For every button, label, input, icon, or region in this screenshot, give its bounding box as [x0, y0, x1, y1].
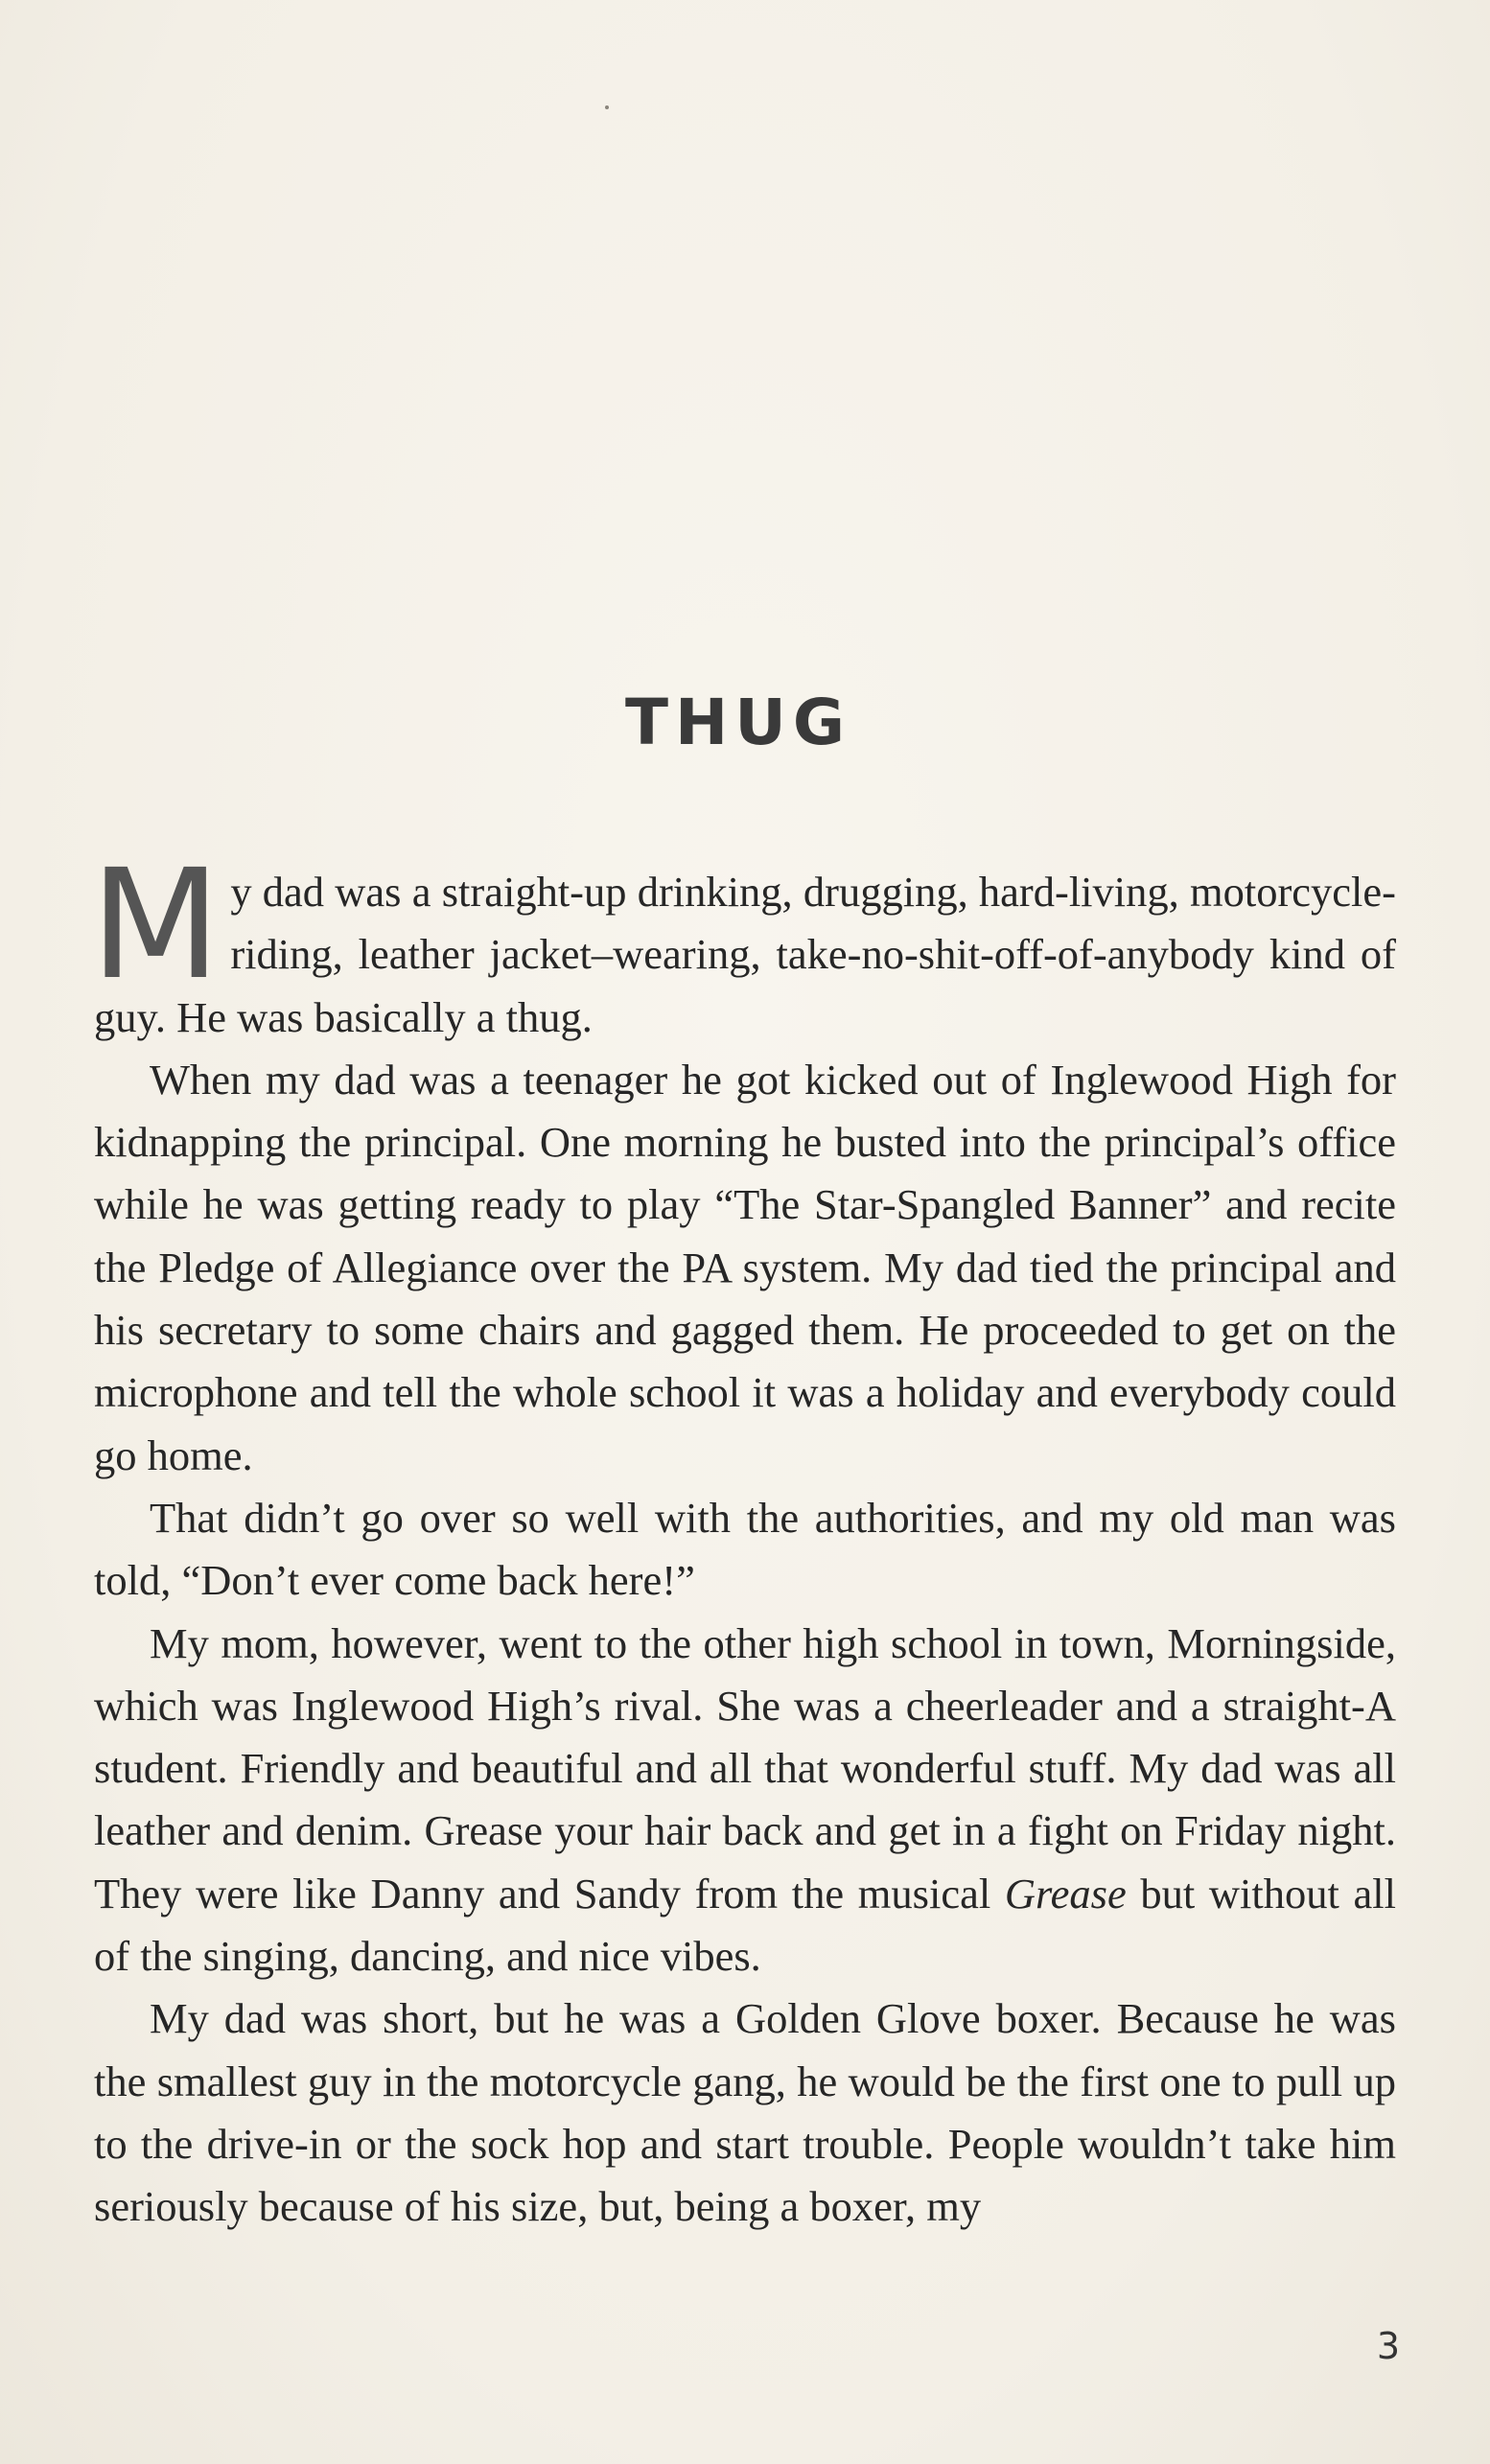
- drop-cap: M: [90, 837, 221, 1013]
- paragraph-5: My dad was short, but he was a Golden Glove boxer. Because he was the smallest guy in the motorcycle gang, he would be the first one to pull up to the drive-in or the sock hop and start trouble. People wouldn’t take him seriously because of his size, but, being a boxer, my: [94, 1994, 1396, 2231]
- page-number: 3: [1376, 2325, 1400, 2367]
- paragraph-4: [94, 1613, 1396, 1988]
- paragraph-1-text: y dad was a straight-up drinking, drugging, hard-living, motorcycle-riding, leather jacket–wearing, take-no-shit-off-of-anybody kind of guy. He was basically a thug.: [94, 868, 1396, 1041]
- paragraph-4-text-a: My mom, however, went to the other high school in town, Morningside, which was Inglewood High’s rival. She was a cheerleader and a straight-A student. Friendly and beautiful and all that wonderful stuff. My dad was all leather and denim. Grease your hair back and get in a fight on Friday night. They were like Danny and Sandy from the musical: [94, 1618, 1396, 1918]
- film-title-italic: Grease: [1004, 1869, 1127, 1918]
- paragraph-2: When my dad was a teenager he got kicked out of Inglewood High for kidnapping the principal. One morning he busted into the principal’s office while he was getting ready to play “The Star-Spangled Banner” and recite the Pledge of Allegiance over the PA system. My dad tied the principal and his secretary to some chairs and gagged them. He proceeded to get on the microphone and tell the whole school it was a holiday and everybody could go home.: [94, 1055, 1396, 1479]
- paragraph-4-text-b: but without all of the singing, dancing, and nice vibes.: [94, 1869, 1396, 1981]
- chapter-title: THUG: [624, 686, 852, 759]
- chapter-body: [90, 837, 1396, 2239]
- paragraph-1: [90, 837, 1396, 1049]
- paragraph-3: That didn’t go over so well with the authorities, and my old man was told, “Don’t ever come back here!”: [94, 1493, 1396, 1605]
- paper-speck: [605, 105, 609, 109]
